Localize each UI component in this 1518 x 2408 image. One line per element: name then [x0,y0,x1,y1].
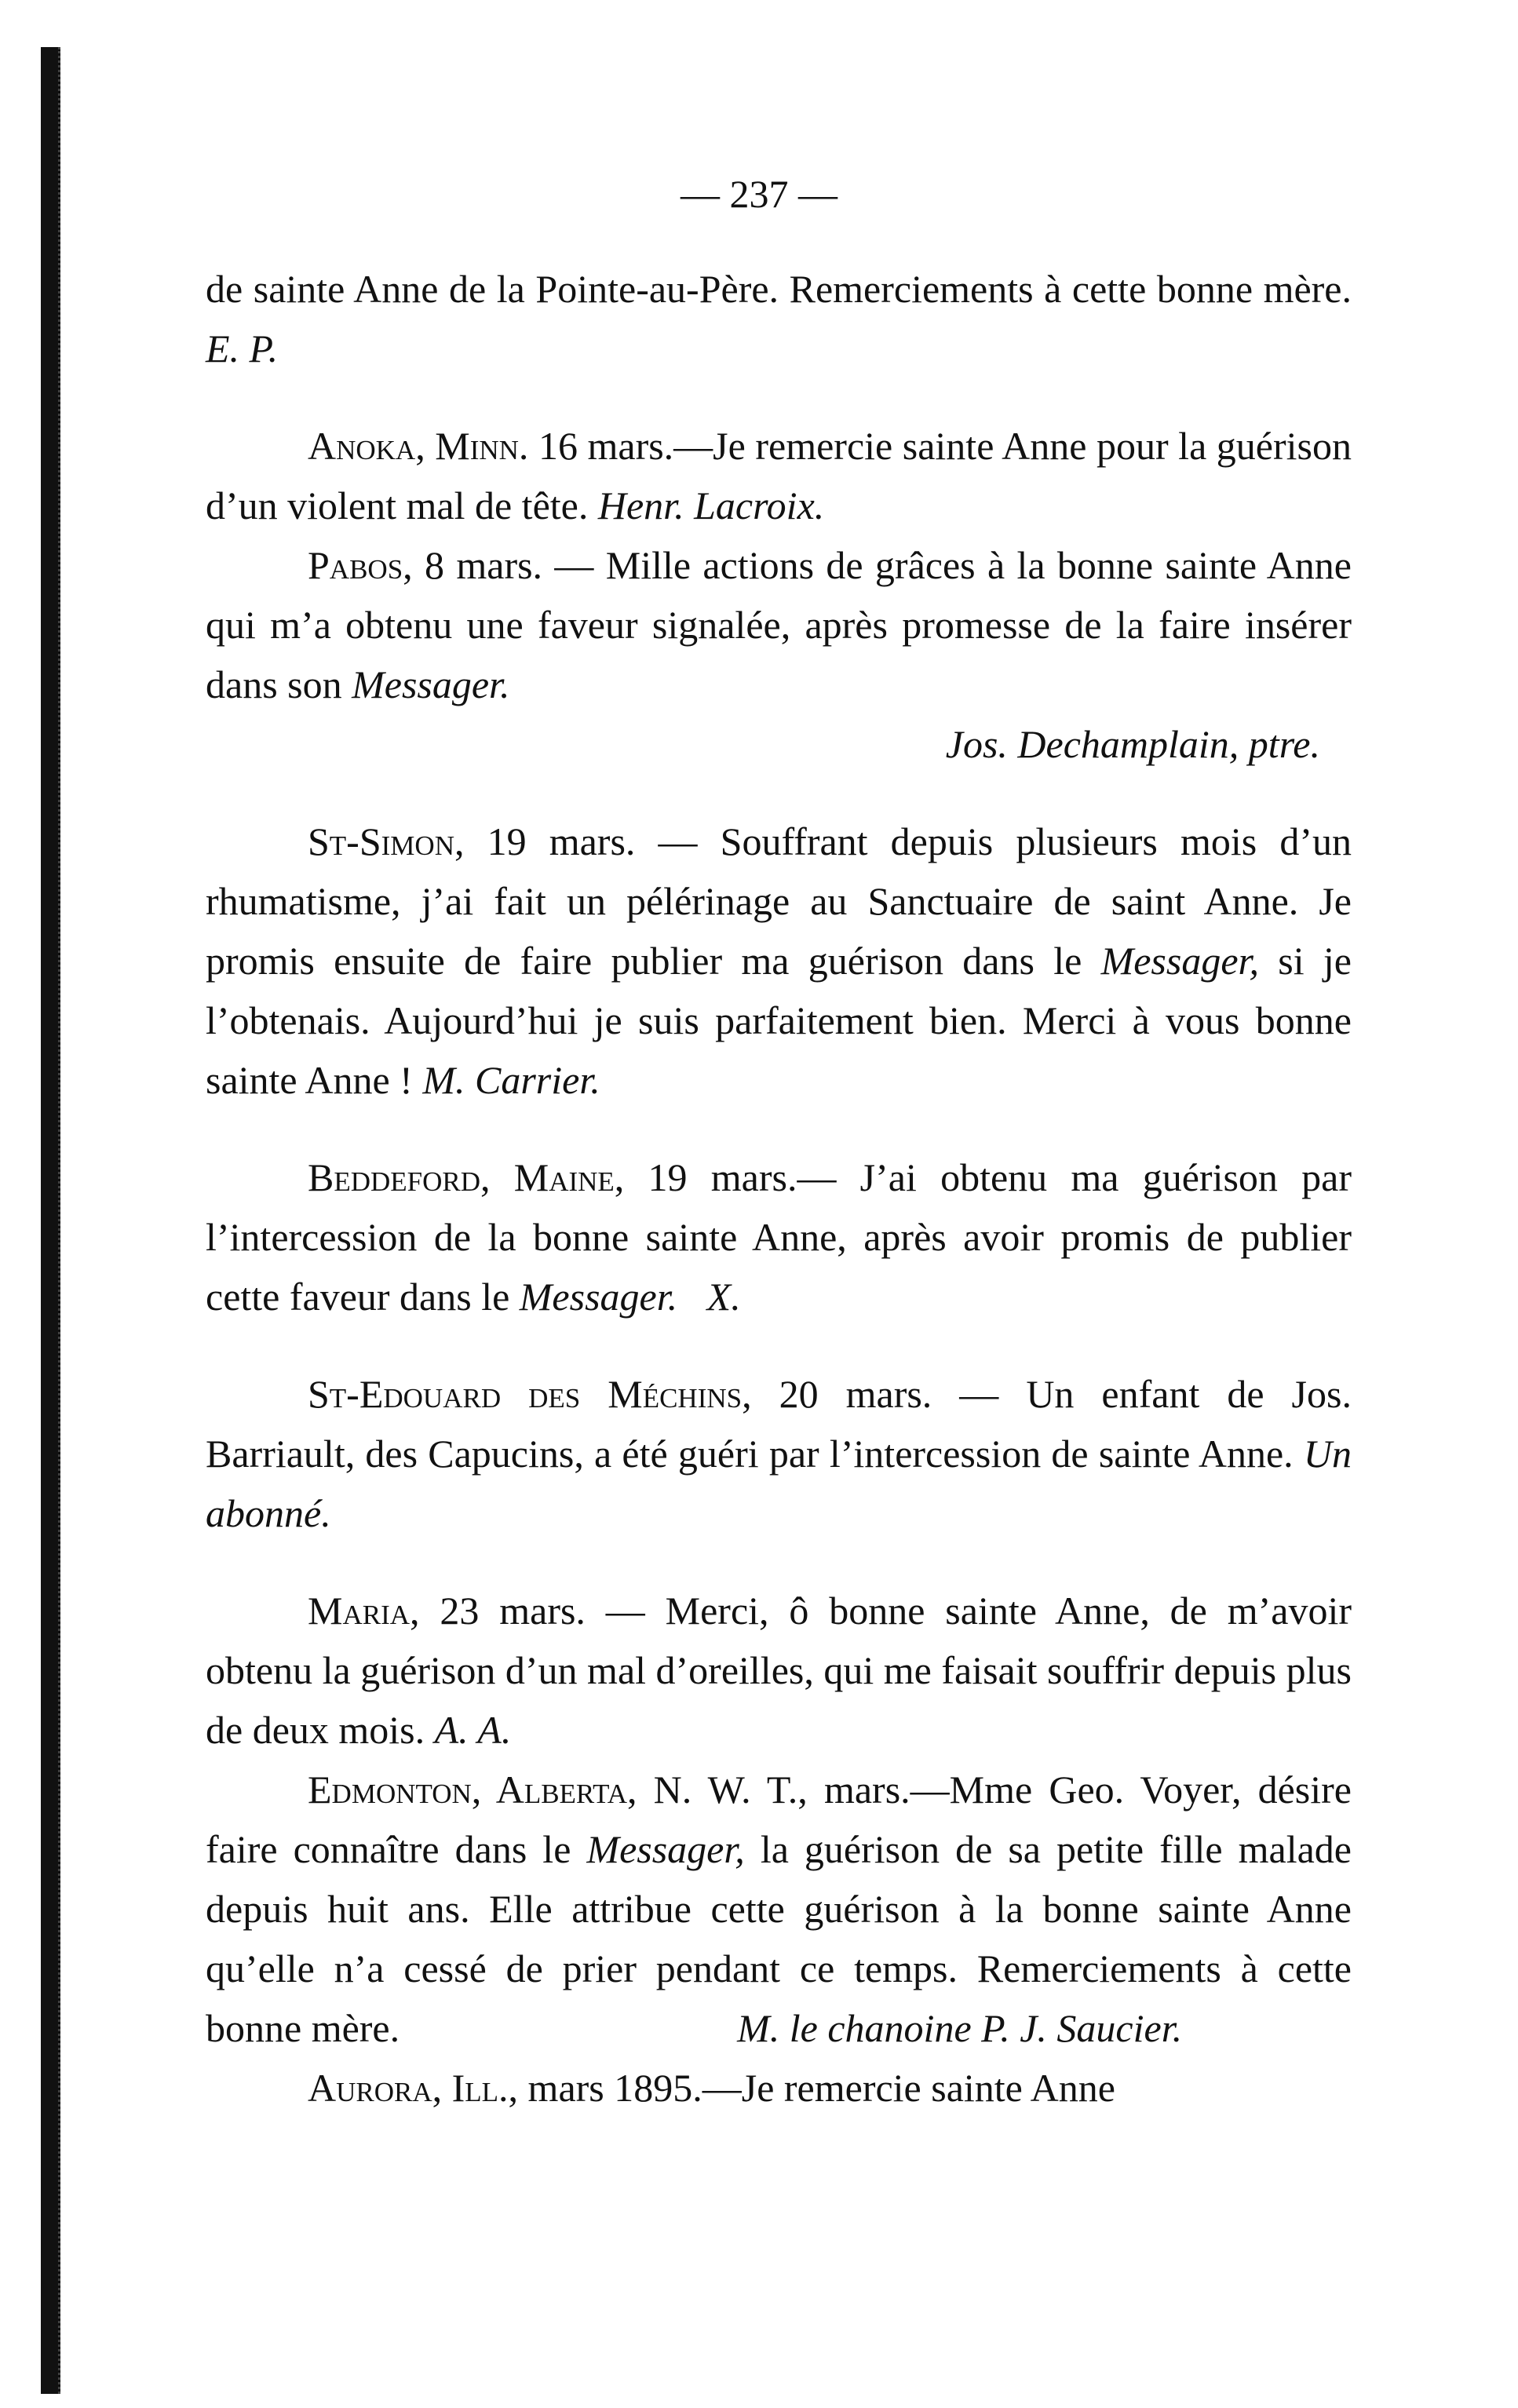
entry-place: St-Edouard des Méchins, [308,1372,752,1416]
entry-text: mars 1895.—Je remercie sainte Anne [518,2066,1115,2110]
entry-beddeford [206,1147,1352,1326]
entry-st-edouard [206,1364,1352,1543]
entry-place: Pabos, [308,543,413,587]
entry-pointe-au-pere [206,259,1352,378]
entry-st-simon [206,812,1352,1110]
entry-signature: X. [706,1275,741,1319]
entry-text: 23 mars. — Merci, ô bonne sainte Anne, de m’avoir obtenu la guérison d’un mal d’oreilles, qui me faisait souffrir depuis plus de deux mois. [206,1589,1352,1752]
entry-place: Aurora, Ill., [308,2066,519,2110]
entry-place: Anoka, Minn. [308,424,529,468]
entry-signature: Jos. Dechamplain, ptre. [945,722,1320,766]
entry-text-continued: si je l’obtenais. Aujourd’hui je suis parfaitement bien. Merci à vous bonne sainte Anne ! [206,939,1352,1102]
entry-text-continued: la guérison de sa petite fille malade depuis huit ans. Elle attribue cette guérison à la bonne sainte Anne qu’elle n’a cessé de prier pendant ce temps. Remerciements à cette bonne mère. [206,1827,1352,2050]
entry-signature: A. A. [434,1708,512,1752]
entry-text: 19 mars.— J’ai obtenu ma guérison par l’intercession de la bonne sainte Anne, après avoir promis de publier cette faveur dans le [206,1155,1352,1319]
entry-text: 8 mars. — Mille actions de grâces à la bonne sainte Anne qui m’a obtenu une faveur signalée, après promesse de la faire insérer dans son [206,543,1352,706]
entry-signature: M. le chanoine P. J. Saucier. [737,2006,1183,2050]
entry-signature: E. P. [206,327,279,370]
page-number: — 237 — [681,172,837,216]
entry-text-italic: Messager. [519,1275,678,1319]
entry-edmonton [206,1760,1352,2058]
entry-place: St-Simon, [308,819,465,863]
entry-place: Maria, [308,1589,420,1633]
entry-pabos [206,535,1352,774]
entry-place: Beddeford, Maine, [308,1155,625,1199]
entry-text: 16 mars.—Je remercie sainte Anne pour la guérison d’un violent mal de tête. [206,424,1352,527]
entry-text: 19 mars. — Souffrant depuis plusieurs mois d’un rhumatisme, j’ai fait un pélérinage au Sanctuaire de saint Anne. Je promis ensuite de faire publier ma guérison dans le [206,819,1352,983]
entry-place: Edmonton, Alberta, N. W. T., [308,1768,808,1811]
entry-signature: M. Carrier. [422,1058,600,1102]
entry-maria [206,1581,1352,1760]
entry-signature: Henr. Lacroix. [597,483,825,527]
entry-anoka [206,416,1352,535]
entry-text-italic: Messager. [352,662,510,706]
entry-text: 20 mars. — Un enfant de Jos. Barriault, des Capucins, a été guéri par l’intercession de sainte Anne. [206,1372,1352,1476]
entry-text-italic: Messager, [1100,939,1259,983]
entry-signature: Un abonné. [206,1432,1352,1535]
entry-text: mars.—Mme Geo. Voyer, désire faire connaître dans le [206,1768,1352,1871]
page-body [206,259,1352,2118]
entry-text: de sainte Anne de la Pointe-au-Père. Remerciements à cette bonne mère. [206,267,1352,311]
binding-edge [41,47,60,2394]
entry-text-italic: Messager, [586,1827,745,1871]
entry-aurora [206,2058,1352,2118]
